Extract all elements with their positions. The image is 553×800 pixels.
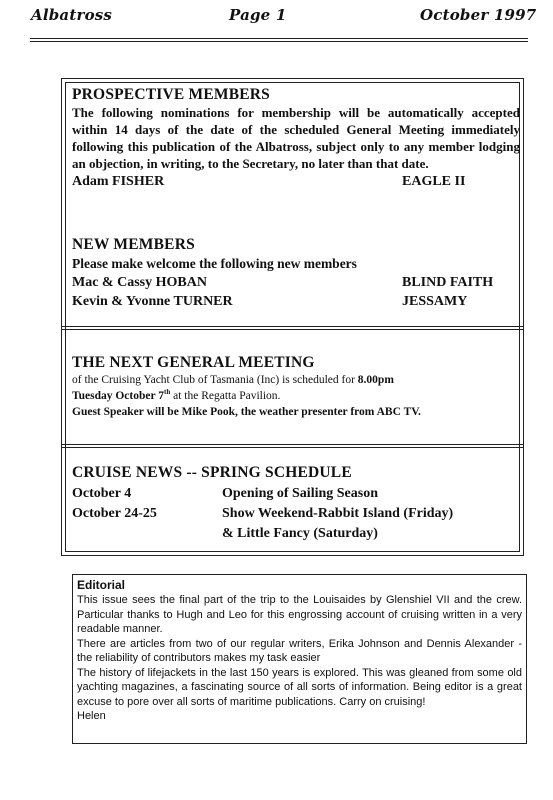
schedule-date: October 4 <box>72 486 132 501</box>
guest-speaker: Guest Speaker will be Mike Pook, the weather presenter from ABC TV. <box>72 406 421 418</box>
prospective-members-section <box>72 86 520 191</box>
boat-name: BLIND FAITH <box>402 275 494 290</box>
general-meeting-section <box>72 354 520 420</box>
section-divider <box>62 444 523 448</box>
cruise-news-section <box>72 464 520 544</box>
meeting-club-text: of the Cruising Yacht Club of Tasmania (Inc) is scheduled for <box>72 374 358 386</box>
meeting-details <box>72 372 520 388</box>
schedule-row <box>72 484 520 504</box>
schedule-event: & Little Fancy (Saturday) <box>222 526 378 541</box>
new-members-section <box>72 236 520 311</box>
member-row <box>72 172 520 191</box>
editorial-signature: Helen <box>77 710 106 722</box>
page-header <box>0 6 553 36</box>
section-heading: CRUISE NEWS -- SPRING SCHEDULE <box>72 464 352 481</box>
header-rule-second <box>30 41 528 42</box>
editorial-box <box>72 574 527 744</box>
editorial-paragraph: This issue sees the final part of the trip to the Louisaides by Glenshiel VII and the crew. Particular thanks to Hugh and Leo for this engrossing account of cruising written in a very readable manner. <box>77 594 522 635</box>
meeting-date-line <box>72 388 520 404</box>
meeting-time: 8.00pm <box>357 374 394 386</box>
member-name: Kevin & Yvonne TURNER <box>72 294 233 309</box>
editorial-paragraph: There are articles from two of our regular writers, Erika Johnson and Dennis Alexander - the reliability of contributors makes my task easier <box>77 637 522 664</box>
nomination-paragraph: The following nominations for membership will be automatically accepted within 14 days of the date of the scheduled General Meeting immediately following this publication of the Albatross, subject only to any member lodging an objection, in writing, to the Secretary, no later than that date. <box>72 105 520 171</box>
section-heading: THE NEXT GENERAL MEETING <box>72 354 315 371</box>
schedule-event: Show Weekend-Rabbit Island (Friday) <box>222 506 454 521</box>
editorial-paragraph: The history of lifejackets in the last 150 years is explored. This was gleaned from some old yachting magazines, a fascinating source of all sorts of information. Being editor is a great excuse to pore over all sorts of maritime publications. Carry on cruising! <box>77 666 522 708</box>
header-rule <box>30 38 528 39</box>
member-name: Adam FISHER <box>72 174 165 189</box>
schedule-event: Opening of Sailing Season <box>222 486 378 501</box>
new-members-intro: Please make welcome the following new members <box>72 256 357 271</box>
member-row <box>72 273 520 292</box>
member-name: Mac & Cassy HOBAN <box>72 275 207 290</box>
meeting-date: Tuesday October 7 <box>72 390 165 402</box>
meeting-venue: at the Regatta Pavilion. <box>170 390 281 402</box>
boat-name: JESSAMY <box>402 294 468 309</box>
boat-name: EAGLE II <box>402 174 466 189</box>
meeting-date-suffix: th <box>164 388 171 397</box>
section-divider <box>62 326 523 330</box>
editorial-title: Editorial <box>77 578 126 592</box>
section-heading: NEW MEMBERS <box>72 236 195 253</box>
schedule-row <box>72 524 520 544</box>
schedule-date: October 24-25 <box>72 506 157 521</box>
schedule-row <box>72 504 520 524</box>
issue-date: October 1997 <box>420 6 537 24</box>
page-number: Page 1 <box>229 6 287 24</box>
member-row <box>72 292 520 311</box>
section-heading: PROSPECTIVE MEMBERS <box>72 86 271 103</box>
newsletter-title: Albatross <box>31 6 113 24</box>
